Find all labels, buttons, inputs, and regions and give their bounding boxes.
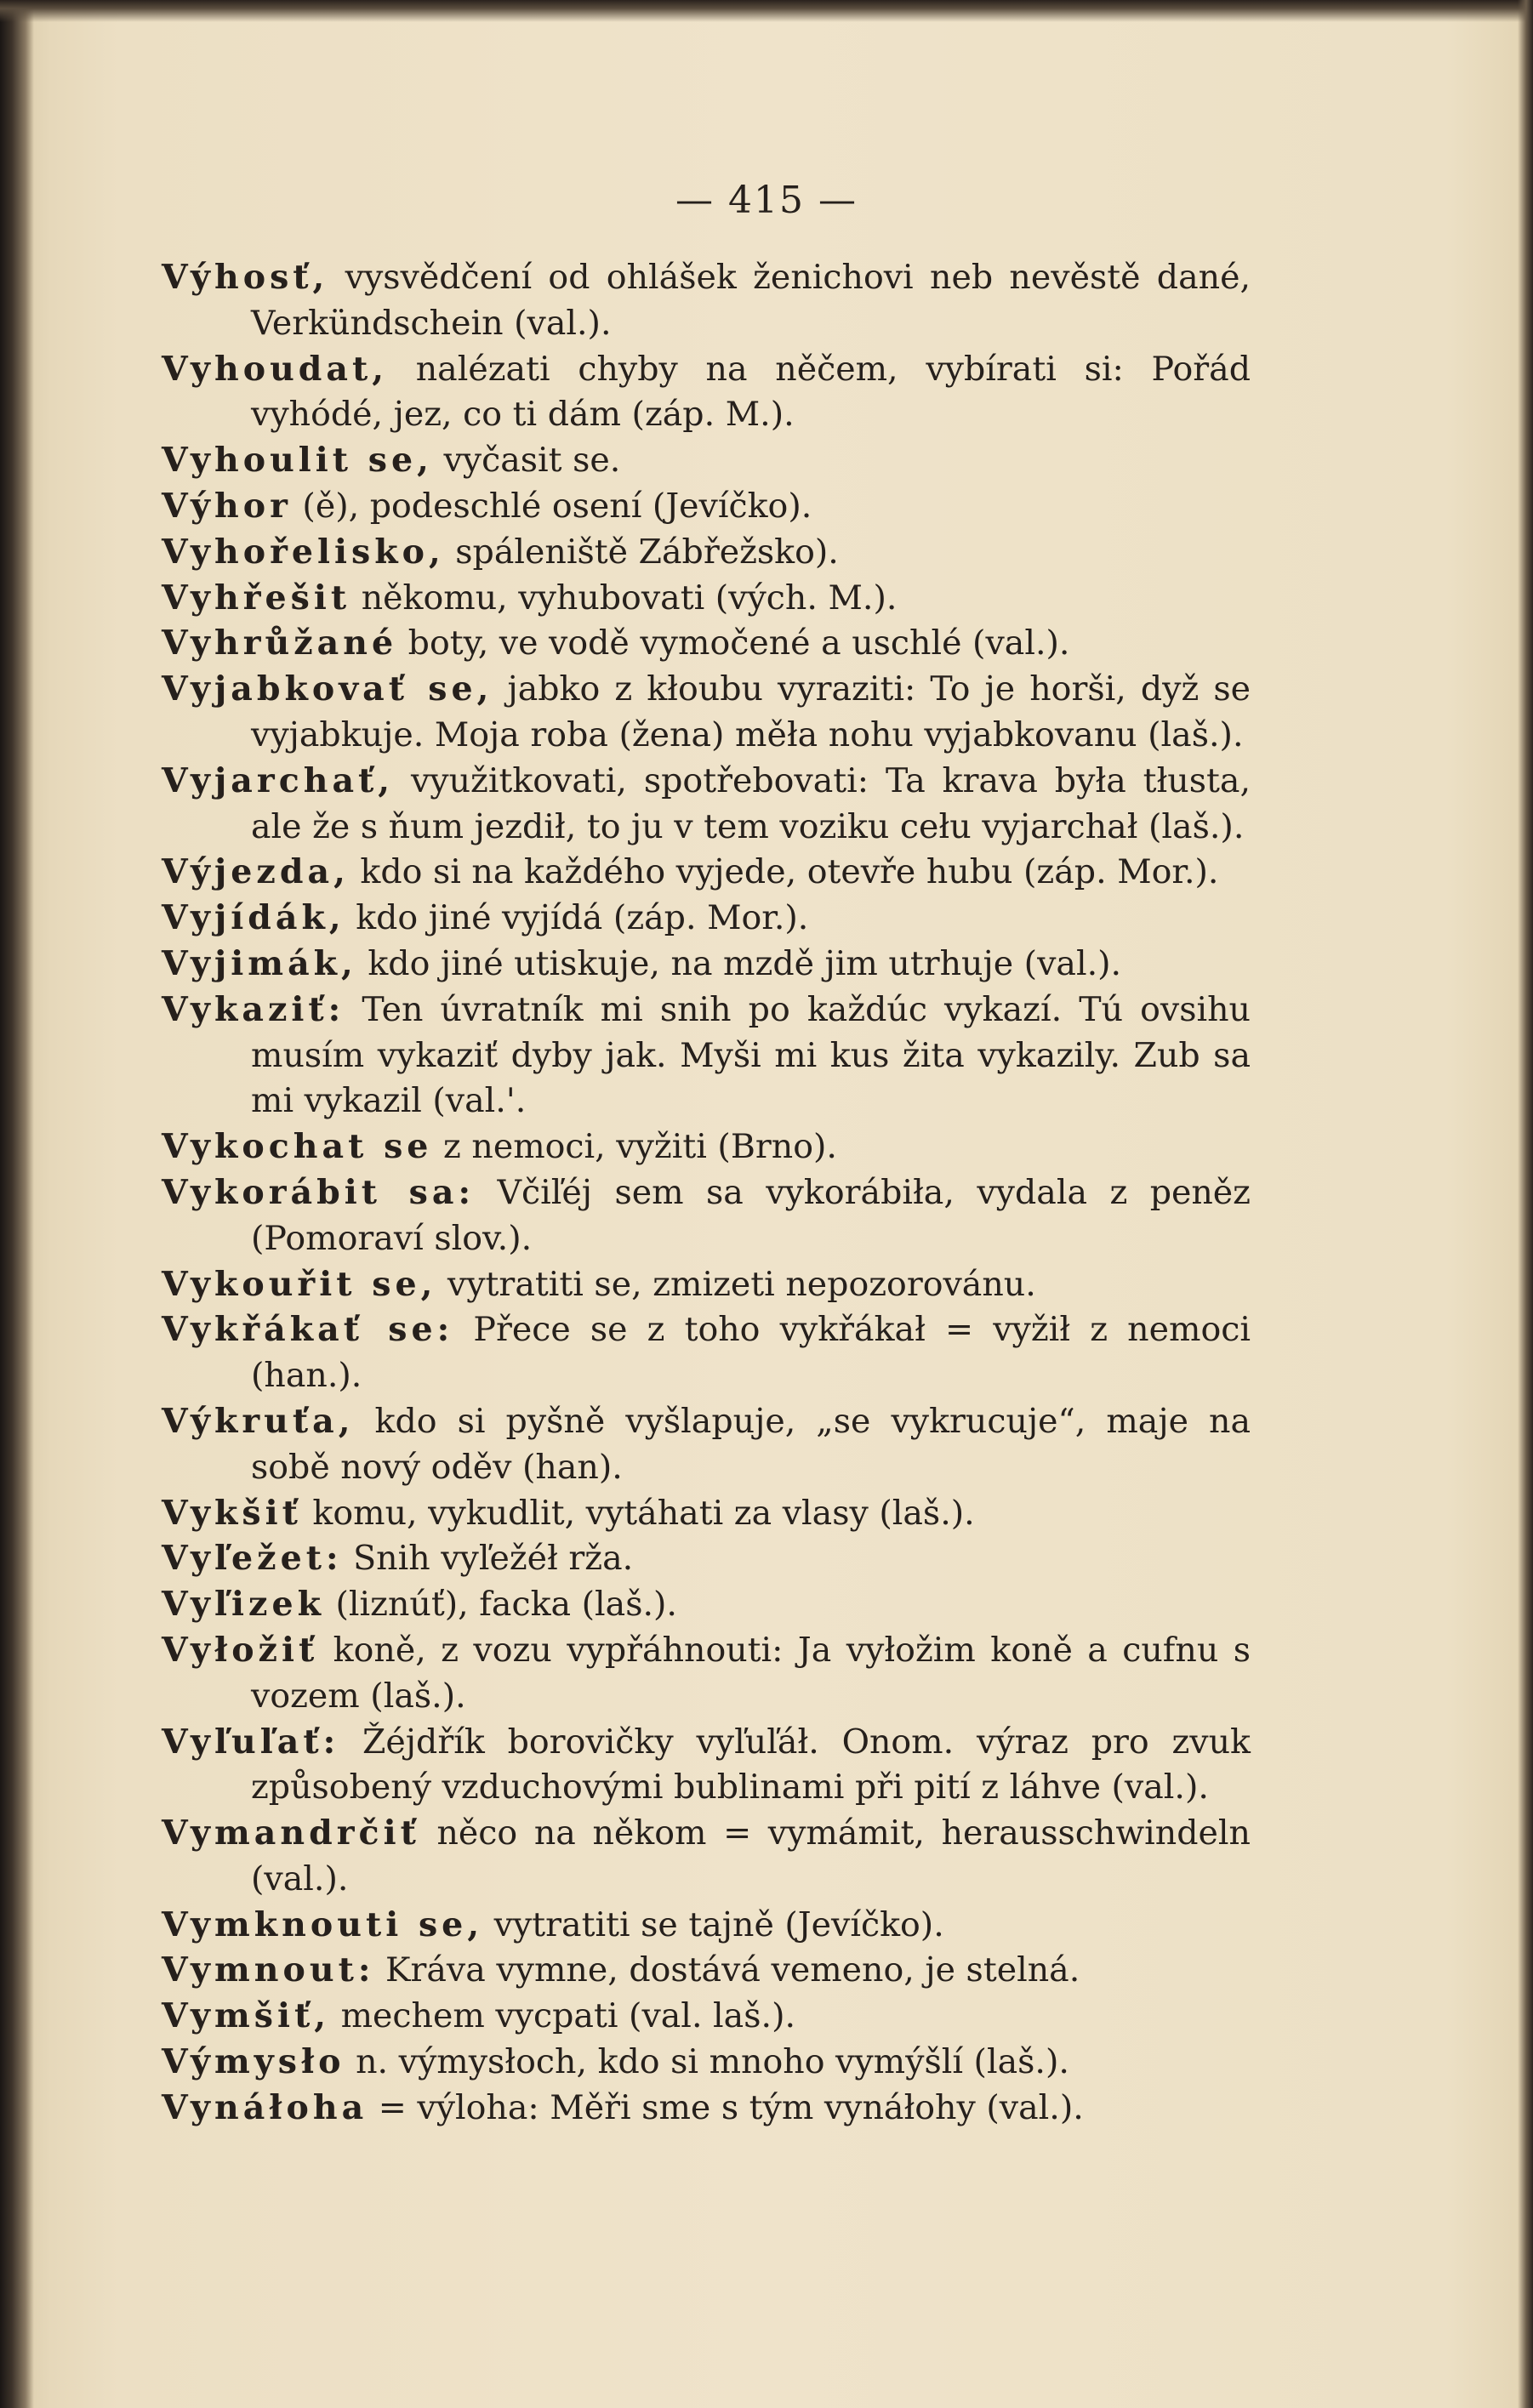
entry-definition: nalézati chyby na něčem, vybírati si: Pořád vyhódé, jez, co ti dám (záp. M.). (251, 349, 1251, 435)
entry-definition: jabko z kłoubu vyraziti: To je horši, dyž se vyjabkuje. Moja roba (žena) měła nohu vyjabkovanu (laš.). (251, 669, 1251, 754)
entry-definition: (ě), podeschlé osení (Jevíčko). (291, 486, 812, 526)
entry-definition: Přece se z toho vykřákał = vyžił z nemoci (han.). (251, 1310, 1251, 1396)
entry-headword: Vymnout: (162, 1950, 375, 1990)
dictionary-entry (162, 1994, 1251, 2040)
entry-definition: vysvědčení od ohlášek ženichovi neb nevěstě dané, Verkündschein (val.). (251, 258, 1251, 343)
dictionary-entry (162, 530, 1251, 576)
entry-definition: kdo si pyšně vyšlapuje, „se vykrucuje“, maje na sobě nový oděv (han). (251, 1401, 1251, 1487)
entry-headword: Vykřákať se: (162, 1310, 454, 1350)
entry-headword: Vyjabkovať se, (162, 669, 493, 709)
dictionary-entry (162, 667, 1251, 759)
entry-definition: vytratiti se tajně (Jevíčko). (483, 1904, 944, 1944)
entry-headword: Vyľuľať: (162, 1722, 340, 1762)
entry-definition: Kráva vymne, dostává vemeno, je stelná. (374, 1950, 1080, 1990)
dictionary-entry (162, 896, 1251, 942)
entry-headword: Vyhoulit se, (162, 441, 433, 481)
entry-definition: kdo si na každého vyjede, otevře hubu (záp. Mor.). (349, 852, 1219, 892)
entry-headword: Vyhřešit (162, 578, 351, 618)
page-edge-right (1518, 0, 1533, 2408)
entry-headword: Vyhořelisko, (162, 532, 445, 572)
dictionary-entry (162, 2040, 1251, 2086)
entry-headword: Výhor (162, 486, 292, 526)
dictionary-entries (162, 255, 1251, 2132)
entry-definition: Včiľéj sem sa vykorábiła, vydala z peněz (Pomoraví slov.). (251, 1172, 1251, 1258)
dictionary-entry (162, 1124, 1251, 1170)
entry-definition: kdo jiné utiskuje, na mzdě jim utrhuje (val.). (356, 943, 1122, 983)
dictionary-entry (162, 1811, 1251, 1903)
entry-definition: vyčasit se. (432, 441, 621, 481)
entry-definition: Žéjdřík borovičky vyľuľáł. Onom. výraz pro zvuk způsobený vzduchovými bublinami při pití z láhve (val.). (251, 1722, 1251, 1807)
entry-headword: Vyľežet: (162, 1539, 343, 1579)
dictionary-entry (162, 1307, 1251, 1399)
entry-definition: n. výmysłoch, kdo si mnoho vymýšlí (laš.). (345, 2042, 1069, 2082)
entry-headword: Vynáłoha (162, 2087, 368, 2127)
entry-headword: Vykorábit sa: (162, 1172, 476, 1212)
dictionary-entry (162, 759, 1251, 851)
dictionary-entry (162, 1628, 1251, 1720)
dictionary-entry (162, 850, 1251, 896)
page-edge-top (0, 0, 1533, 22)
entry-definition: koně, z vozu vypřáhnouti: Ja vyłožim koně a cufnu s vozem (laš.). (251, 1630, 1251, 1716)
entry-headword: Vyjídák, (162, 898, 345, 938)
dictionary-entry (162, 1399, 1251, 1491)
dictionary-entry (162, 438, 1251, 484)
entry-headword: Vykaziť: (162, 989, 345, 1029)
dictionary-entry (162, 1170, 1251, 1262)
dictionary-entry (162, 347, 1251, 439)
entry-headword: Vyhoudat, (162, 349, 388, 389)
entry-definition: něco na někom = vymámit, herausschwindeln (val.). (251, 1813, 1251, 1899)
entry-headword: Výjezda, (162, 852, 350, 892)
entry-definition: mechem vycpati (val. laš.). (330, 1996, 796, 2036)
dictionary-entry (162, 1262, 1251, 1308)
entry-definition: = výloha: Měři sme s tým vynáłohy (val.). (368, 2087, 1084, 2127)
entry-definition: někomu, vyhubovati (vých. M.). (350, 578, 898, 618)
entry-definition: komu, vykudlit, vytáhati za vlasy (laš.). (301, 1493, 975, 1533)
dictionary-entry (162, 942, 1251, 988)
entry-definition: Ten úvratník mi snih po každúc vykazí. Tú ovsihu musím vykaziť dyby jak. Myši mi kus žita vykazily. Zub sa mi vykazil (val.'. (251, 989, 1251, 1121)
entry-headword: Vyľizek (162, 1585, 325, 1625)
dictionary-entry (162, 621, 1251, 667)
entry-definition: kdo jiné vyjídá (záp. Mor.). (345, 898, 809, 938)
entry-definition: Snih vyľežéł rža. (342, 1539, 634, 1579)
page-number: — 415 — (675, 179, 858, 222)
entry-headword: Výmysło (162, 2042, 345, 2082)
dictionary-entry (162, 1720, 1251, 1812)
entry-definition: (liznúť), facka (laš.). (324, 1585, 677, 1625)
entry-definition: vytratiti se, zmizeti nepozorovánu. (436, 1264, 1036, 1304)
entry-headword: Vymšiť, (162, 1996, 331, 2036)
dictionary-entry (162, 484, 1251, 530)
entry-headword: Vyhrůžané (162, 623, 398, 663)
entry-headword: Vyłožiť (162, 1630, 319, 1670)
dictionary-entry (162, 988, 1251, 1124)
dictionary-entry (162, 1903, 1251, 1949)
dictionary-entry (162, 255, 1251, 347)
entry-headword: Vyjarchať, (162, 760, 395, 800)
dictionary-entry (162, 1582, 1251, 1628)
dictionary-entry (162, 1536, 1251, 1582)
entry-definition: boty, ve vodě vymočené a uschlé (val.). (397, 623, 1070, 663)
entry-headword: Vymandrčiť (162, 1813, 420, 1853)
entry-headword: Výhosť, (162, 258, 329, 297)
dictionary-entry (162, 1948, 1251, 1994)
entry-headword: Výkruťa, (162, 1401, 355, 1441)
dictionary-entry (162, 1491, 1251, 1537)
dictionary-entry (162, 576, 1251, 622)
entry-definition: z nemoci, vyžiti (Brno). (432, 1127, 837, 1167)
entry-headword: Vykšiť (162, 1493, 302, 1533)
entry-headword: Vykouřit se, (162, 1264, 437, 1304)
page-edge-left (0, 0, 34, 2408)
entry-headword: Vyjimák, (162, 943, 357, 983)
entry-headword: Vykochat se (162, 1127, 433, 1167)
dictionary-entry (162, 2086, 1251, 2132)
entry-definition: využitkovati, spotřebovati: Ta krava była tłusta, ale že s ňum jezdił, to ju v tem voziku cełu vyjarchał (laš.). (251, 760, 1251, 846)
entry-headword: Vymknouti se, (162, 1904, 484, 1944)
entry-definition: spáleniště Zábřežsko). (444, 532, 839, 572)
